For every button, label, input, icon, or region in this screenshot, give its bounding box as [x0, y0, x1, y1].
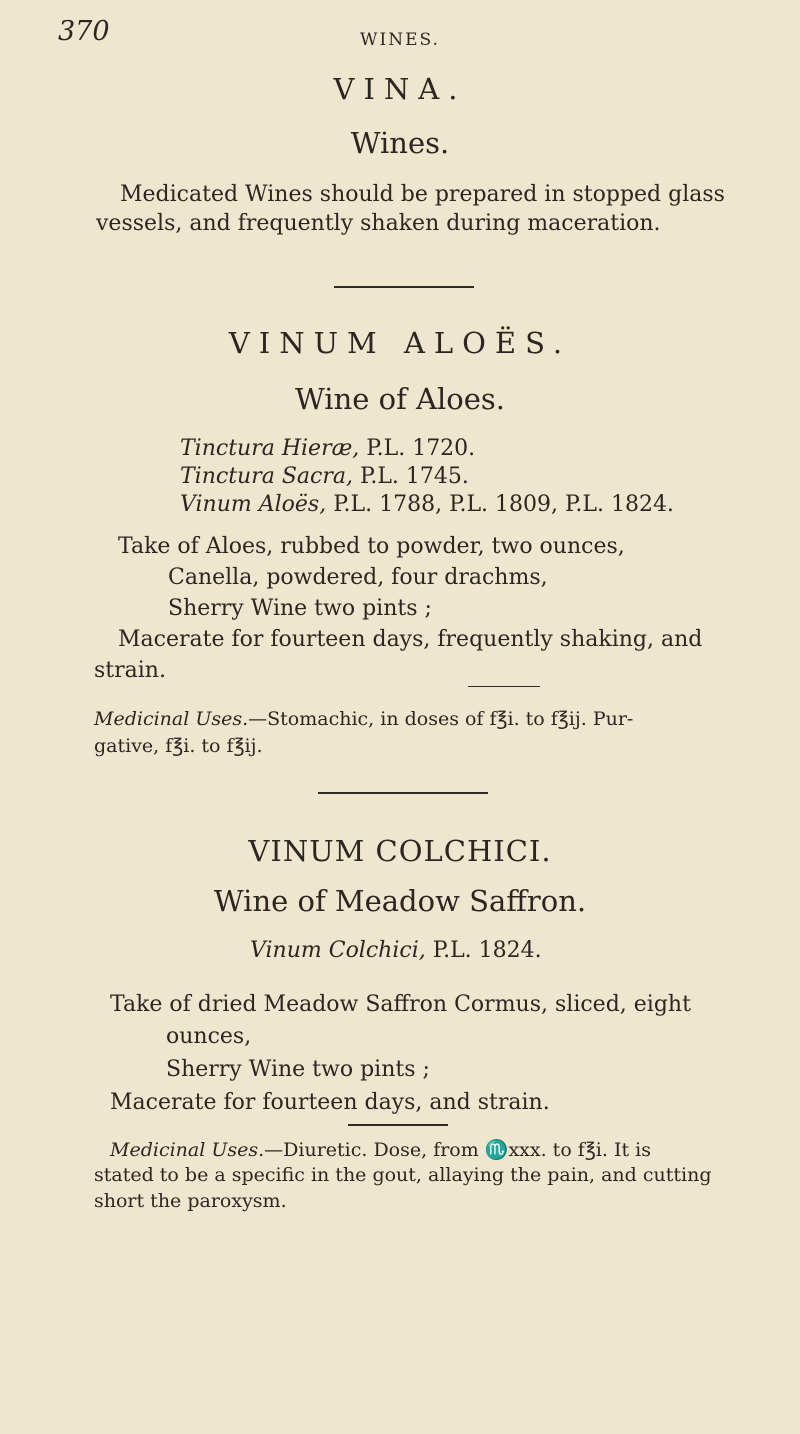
colchici-recipe-line-4: Macerate for fourteen days, and strain. [110, 1090, 550, 1115]
aloes-title-english: Wine of Aloes. [295, 382, 505, 416]
colchici-recipe-line-3: Sherry Wine two pints ; [166, 1057, 430, 1082]
aloes-uses-line-1: Medicinal Uses.—Stomachic, in doses of f℥i. to f℥ij. Pur- [94, 708, 634, 730]
aloes-synonym-2: Tinctura Sacra, P.L. 1745. [180, 464, 469, 489]
colchici-recipe-line-2: ounces, [166, 1024, 252, 1049]
intro-line-1: Medicated Wines should be prepared in stopped glass [120, 182, 725, 207]
aloes-recipe-line-3: Sherry Wine two pints ; [168, 596, 432, 621]
colchici-synonym-1: Vinum Colchici, P.L. 1824. [250, 938, 542, 963]
colchici-end-rule [348, 1124, 448, 1126]
section-title-english: Wines. [350, 126, 450, 160]
aloes-divider [318, 792, 488, 794]
aloes-end-rule [468, 686, 540, 687]
intro-line-2: vessels, and frequently shaken during maceration. [96, 211, 661, 236]
colchici-uses-line-2: stated to be a specific in the gout, allaying the pain, and cutting [94, 1164, 712, 1186]
aloes-uses-line-2: gative, f℥i. to f℥ij. [94, 735, 263, 757]
aloes-synonym-3: Vinum Aloës, P.L. 1788, P.L. 1809, P.L. 1824. [180, 492, 674, 517]
aloes-recipe-line-5: strain. [94, 658, 166, 683]
colchici-title-english: Wine of Meadow Saffron. [213, 884, 587, 918]
colchici-uses-line-1: Medicinal Uses.—Diuretic. Dose, from ♏xxx. to f℥i. It is [110, 1139, 651, 1161]
colchici-recipe-line-1: Take of dried Meadow Saffron Cormus, sliced, eight [110, 992, 691, 1017]
aloes-title-latin: VINUM ALOËS. [228, 326, 572, 360]
section-divider [334, 286, 474, 288]
section-title-latin: VINA. [333, 72, 467, 106]
colchici-uses-line-3: short the paroxysm. [94, 1190, 287, 1212]
aloes-recipe-line-2: Canella, powdered, four drachms, [168, 565, 548, 590]
aloes-recipe-line-1: Take of Aloes, rubbed to powder, two ounces, [118, 534, 625, 559]
aloes-recipe-line-4: Macerate for fourteen days, frequently shaking, and [118, 627, 703, 652]
colchici-title-latin: VINUM COLCHICI. [248, 834, 552, 868]
page-number: 370 [58, 16, 110, 47]
aloes-synonym-1: Tinctura Hieræ, P.L. 1720. [180, 436, 476, 461]
running-title: WINES. [360, 30, 440, 50]
